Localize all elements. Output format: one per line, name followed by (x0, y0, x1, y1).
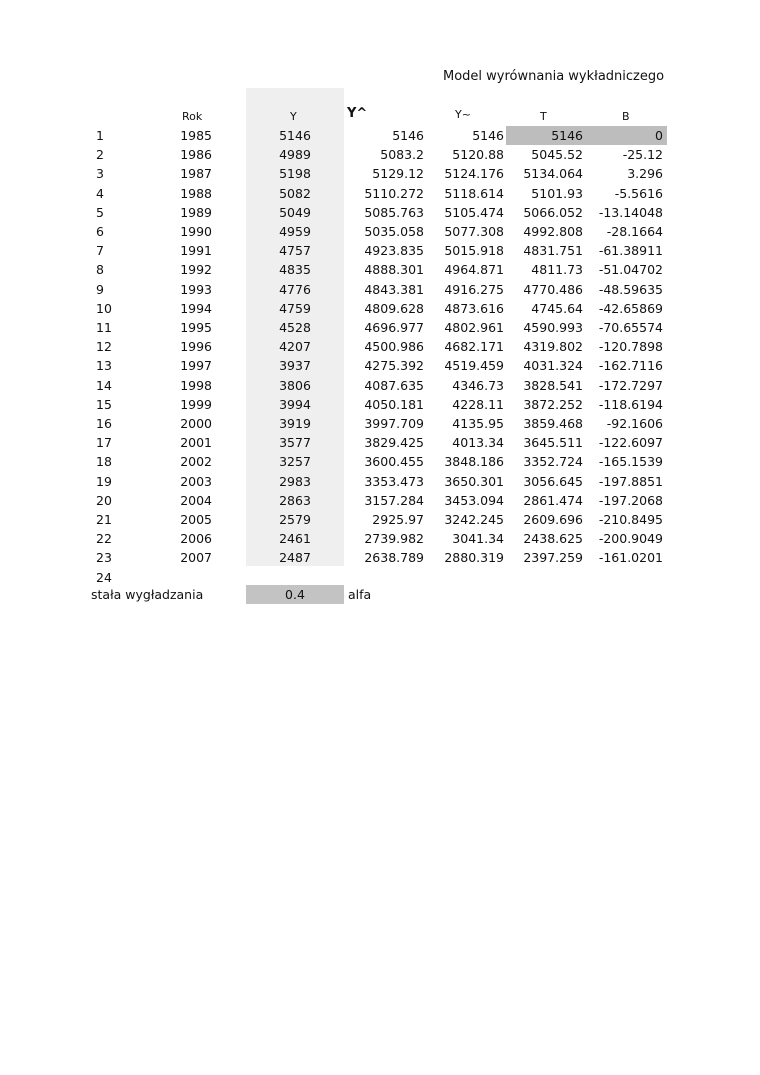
cell-t[interactable]: 3056.645 (523, 473, 583, 489)
cell-t[interactable]: 4770.486 (523, 281, 583, 297)
cell-y[interactable]: 3257 (279, 454, 311, 470)
cell-b[interactable]: -197.8851 (598, 473, 663, 489)
cell-rok[interactable]: 1997 (180, 358, 212, 374)
cell-y-tilde[interactable]: 3650.301 (444, 473, 504, 489)
cell-y-tilde[interactable] (424, 568, 504, 587)
cell-b[interactable]: -42.65869 (598, 300, 663, 316)
cell-y-hat[interactable]: 4809.628 (364, 300, 424, 316)
cell-y-hat[interactable]: 3600.455 (364, 454, 424, 470)
cell-y-hat[interactable]: 5035.058 (364, 224, 424, 239)
cell-b[interactable]: 3.296 (627, 166, 663, 182)
smoothing-constant-value[interactable]: 0.4 (285, 587, 305, 602)
cell-t[interactable]: 5066.052 (523, 204, 583, 220)
cell-y-hat[interactable]: 4923.835 (364, 243, 424, 259)
cell-t[interactable]: 3872.252 (523, 396, 583, 412)
cell-y-hat[interactable]: 4275.392 (364, 358, 424, 374)
cell-rok[interactable]: 1988 (180, 185, 212, 201)
cell-rok[interactable]: 2002 (180, 454, 212, 470)
cell-rok[interactable]: 1998 (180, 377, 212, 393)
cell-y[interactable]: 3919 (279, 416, 311, 431)
cell-t[interactable]: 3645.511 (523, 435, 583, 451)
row-number[interactable]: 20 (96, 492, 112, 508)
row-number[interactable]: 21 (96, 512, 112, 527)
cell-rok[interactable]: 2004 (180, 492, 212, 508)
cell-rok[interactable]: 1994 (180, 300, 212, 316)
cell-y[interactable]: 3937 (279, 358, 311, 374)
cell-y-hat[interactable]: 2925.97 (372, 512, 424, 527)
cell-b[interactable]: -25.12 (622, 147, 663, 163)
cell-rok[interactable]: 1996 (180, 339, 212, 355)
cell-y-hat[interactable]: 4050.181 (364, 396, 424, 412)
row-number[interactable]: 9 (96, 281, 104, 297)
row-number[interactable]: 5 (96, 204, 104, 220)
cell-y-tilde[interactable]: 4013.34 (452, 435, 504, 451)
cell-rok[interactable]: 2006 (180, 531, 212, 547)
cell-y-hat[interactable]: 4843.381 (364, 281, 424, 297)
cell-y[interactable]: 4759 (279, 300, 311, 316)
cell-y-tilde[interactable]: 3848.186 (444, 454, 504, 470)
cell-y-tilde[interactable]: 2880.319 (444, 550, 504, 566)
cell-y[interactable]: 2983 (279, 473, 311, 489)
cell-y-hat[interactable] (344, 568, 424, 587)
header-y[interactable]: Y (290, 110, 297, 123)
cell-t[interactable]: 4031.324 (523, 358, 583, 374)
header-b[interactable]: B (622, 110, 630, 123)
cell-y-tilde[interactable]: 5077.308 (444, 224, 504, 239)
cell-b[interactable]: -172.7297 (598, 377, 663, 393)
row-number[interactable]: 10 (96, 300, 112, 316)
cell-t[interactable]: 4831.751 (523, 243, 583, 259)
cell-t[interactable]: 3859.468 (523, 416, 583, 431)
cell-y-tilde[interactable]: 4346.73 (452, 377, 504, 393)
cell-b[interactable]: -197.2068 (598, 492, 663, 508)
cell-y-tilde[interactable]: 5120.88 (452, 147, 504, 163)
cell-rok[interactable]: 2001 (180, 435, 212, 451)
cell-y[interactable]: 3577 (279, 435, 311, 451)
cell-rok[interactable]: 1990 (180, 224, 212, 239)
cell-t[interactable]: 4745.64 (531, 300, 583, 316)
cell-y-hat[interactable]: 2739.982 (364, 531, 424, 547)
cell-y-tilde[interactable]: 4873.616 (444, 300, 504, 316)
row-number[interactable]: 19 (96, 473, 112, 489)
cell-y-tilde[interactable]: 4682.171 (444, 339, 504, 355)
row-number[interactable]: 3 (96, 166, 104, 182)
cell-t[interactable]: 3828.541 (523, 377, 583, 393)
cell-y-hat[interactable]: 5129.12 (372, 166, 424, 182)
cell-rok[interactable]: 1985 (180, 128, 212, 143)
cell-rok[interactable]: 1989 (180, 204, 212, 220)
cell-t[interactable]: 5146 (551, 128, 583, 143)
cell-y[interactable]: 5082 (279, 185, 311, 201)
row-number[interactable]: 11 (96, 320, 112, 335)
cell-rok[interactable]: 1992 (180, 262, 212, 278)
cell-t[interactable]: 4811.73 (531, 262, 583, 278)
cell-rok[interactable]: 1993 (180, 281, 212, 297)
header-y-tilde[interactable]: Y~ (455, 108, 471, 121)
header-y-hat[interactable]: Y^ (347, 106, 368, 121)
cell-b[interactable]: -48.59635 (598, 281, 663, 297)
row-number[interactable]: 24 (96, 569, 112, 585)
smoothing-constant-label: stała wygładzania (91, 587, 204, 602)
cell-b[interactable]: -28.1664 (606, 224, 663, 239)
cell-y[interactable]: 5049 (279, 204, 311, 220)
cell-rok[interactable]: 2005 (180, 512, 212, 527)
cell-rok[interactable]: 2000 (180, 416, 212, 431)
cell-y[interactable]: 4757 (279, 243, 311, 259)
cell-y-hat[interactable]: 4500.986 (364, 339, 424, 355)
cell-y-hat[interactable]: 3157.284 (364, 492, 424, 508)
cell-y[interactable]: 4528 (279, 320, 311, 335)
cell-rok[interactable]: 1986 (180, 147, 212, 163)
cell-b[interactable]: -162.7116 (598, 358, 663, 374)
cell-t[interactable]: 5101.93 (531, 185, 583, 201)
cell-y-hat[interactable]: 4696.977 (364, 320, 424, 335)
cell-y[interactable]: 5146 (279, 128, 311, 143)
cell-y-tilde[interactable]: 3453.094 (444, 492, 504, 508)
row-number[interactable]: 14 (96, 377, 112, 393)
cell-y[interactable]: 4207 (279, 339, 311, 355)
cell-b[interactable]: -120.7898 (598, 339, 663, 355)
row-number[interactable]: 1 (96, 128, 104, 143)
cell-y-hat[interactable]: 3829.425 (364, 435, 424, 451)
cell-y[interactable]: 3994 (279, 396, 311, 412)
row-number[interactable]: 4 (96, 185, 104, 201)
cell-b[interactable]: -200.9049 (598, 531, 663, 547)
cell-y-hat[interactable]: 5085.763 (364, 204, 424, 220)
cell-rok[interactable]: 2003 (180, 473, 212, 489)
cell-rok[interactable]: 2007 (180, 550, 212, 566)
row-number[interactable]: 15 (96, 396, 112, 412)
cell-y[interactable]: 4989 (279, 147, 311, 163)
cell-y[interactable]: 2487 (279, 550, 311, 566)
cell-y-tilde[interactable]: 5124.176 (444, 166, 504, 182)
cell-y-tilde[interactable]: 5146 (472, 128, 504, 143)
cell-y-tilde[interactable]: 3242.245 (444, 512, 504, 527)
cell-y[interactable]: 3806 (279, 377, 311, 393)
cell-b[interactable]: -70.65574 (598, 320, 663, 335)
cell-y[interactable]: 4835 (279, 262, 311, 278)
sheet-title: Model wyrównania wykładniczego (443, 69, 665, 84)
cell-y-hat[interactable]: 5083.2 (380, 147, 424, 163)
row-number[interactable]: 6 (96, 224, 104, 239)
cell-rok[interactable]: 1991 (180, 243, 212, 259)
row-number[interactable]: 13 (96, 358, 112, 374)
cell-y[interactable]: 5198 (279, 166, 311, 182)
row-number[interactable]: 7 (96, 243, 104, 259)
cell-y[interactable]: 2461 (279, 531, 311, 547)
cell-rok[interactable]: 1999 (180, 396, 212, 412)
cell-t[interactable]: 2397.259 (523, 550, 583, 566)
row-number[interactable]: 18 (96, 454, 112, 470)
cell-b[interactable]: -161.0201 (598, 550, 663, 566)
cell-b[interactable]: -5.5616 (614, 185, 663, 201)
cell-t[interactable]: 4319.802 (523, 339, 583, 355)
cell-t[interactable]: 4590.993 (523, 320, 583, 335)
cell-t[interactable]: 5134.064 (523, 166, 583, 182)
cell-y-tilde[interactable]: 5118.614 (444, 185, 504, 201)
cell-t[interactable]: 3352.724 (523, 454, 583, 470)
cell-rok[interactable]: 1995 (180, 320, 212, 335)
cell-y-tilde[interactable]: 4916.275 (444, 281, 504, 297)
cell-b[interactable]: -165.1539 (598, 454, 663, 470)
cell-y[interactable]: 2863 (279, 492, 311, 508)
cell-y-hat[interactable]: 3997.709 (364, 416, 424, 431)
cell-y-tilde[interactable]: 4519.459 (444, 358, 504, 374)
row-number[interactable]: 22 (96, 531, 112, 547)
cell-y-hat[interactable]: 4888.301 (364, 262, 424, 278)
cell-y-tilde[interactable]: 4228.11 (452, 396, 504, 412)
cell-rok[interactable]: 1987 (180, 166, 212, 182)
cell-b[interactable]: -92.1606 (606, 416, 663, 431)
cell-t[interactable]: 5045.52 (531, 147, 583, 163)
cell-y[interactable] (246, 568, 344, 587)
row-number[interactable]: 16 (96, 416, 112, 431)
cell-t[interactable]: 4992.808 (523, 224, 583, 239)
cell-rok[interactable] (160, 568, 212, 587)
cell-t[interactable] (506, 568, 583, 587)
cell-y-tilde[interactable]: 4964.871 (444, 262, 504, 278)
cell-b[interactable]: -13.14048 (598, 204, 663, 220)
cell-y[interactable]: 4959 (279, 224, 311, 239)
cell-b[interactable]: -122.6097 (598, 435, 663, 451)
cell-y-hat[interactable]: 3353.473 (364, 473, 424, 489)
cell-y-hat[interactable]: 4087.635 (364, 377, 424, 393)
cell-y-hat[interactable]: 2638.789 (364, 550, 424, 566)
header-rok[interactable]: Rok (182, 110, 203, 123)
cell-y-hat[interactable]: 5146 (392, 128, 424, 143)
cell-b[interactable] (585, 568, 663, 587)
cell-y[interactable]: 2579 (279, 512, 311, 527)
row-number[interactable]: 8 (96, 262, 104, 278)
cell-y-tilde[interactable]: 4135.95 (452, 416, 504, 431)
cell-t[interactable]: 2861.474 (523, 492, 583, 508)
cell-b[interactable]: 0 (655, 128, 663, 143)
cell-t[interactable]: 2438.625 (523, 531, 583, 547)
row-number[interactable]: 12 (96, 339, 112, 355)
cell-b[interactable]: -61.38911 (598, 243, 663, 259)
cell-b[interactable]: -210.8495 (598, 512, 663, 527)
cell-y-tilde[interactable]: 4802.961 (444, 320, 504, 335)
header-t[interactable]: T (540, 110, 547, 123)
row-number[interactable]: 17 (96, 435, 112, 451)
cell-y-tilde[interactable]: 3041.34 (452, 531, 504, 547)
cell-b[interactable]: -118.6194 (598, 396, 663, 412)
row-number[interactable]: 23 (96, 550, 112, 566)
cell-t[interactable]: 2609.696 (523, 512, 583, 527)
cell-y-hat[interactable]: 5110.272 (364, 185, 424, 201)
cell-y[interactable]: 4776 (279, 281, 311, 297)
alfa-label: alfa (348, 587, 372, 602)
row-number[interactable]: 2 (96, 147, 104, 163)
cell-y-tilde[interactable]: 5015.918 (444, 243, 504, 259)
cell-b[interactable]: -51.04702 (598, 262, 663, 278)
cell-y-tilde[interactable]: 5105.474 (444, 204, 504, 220)
